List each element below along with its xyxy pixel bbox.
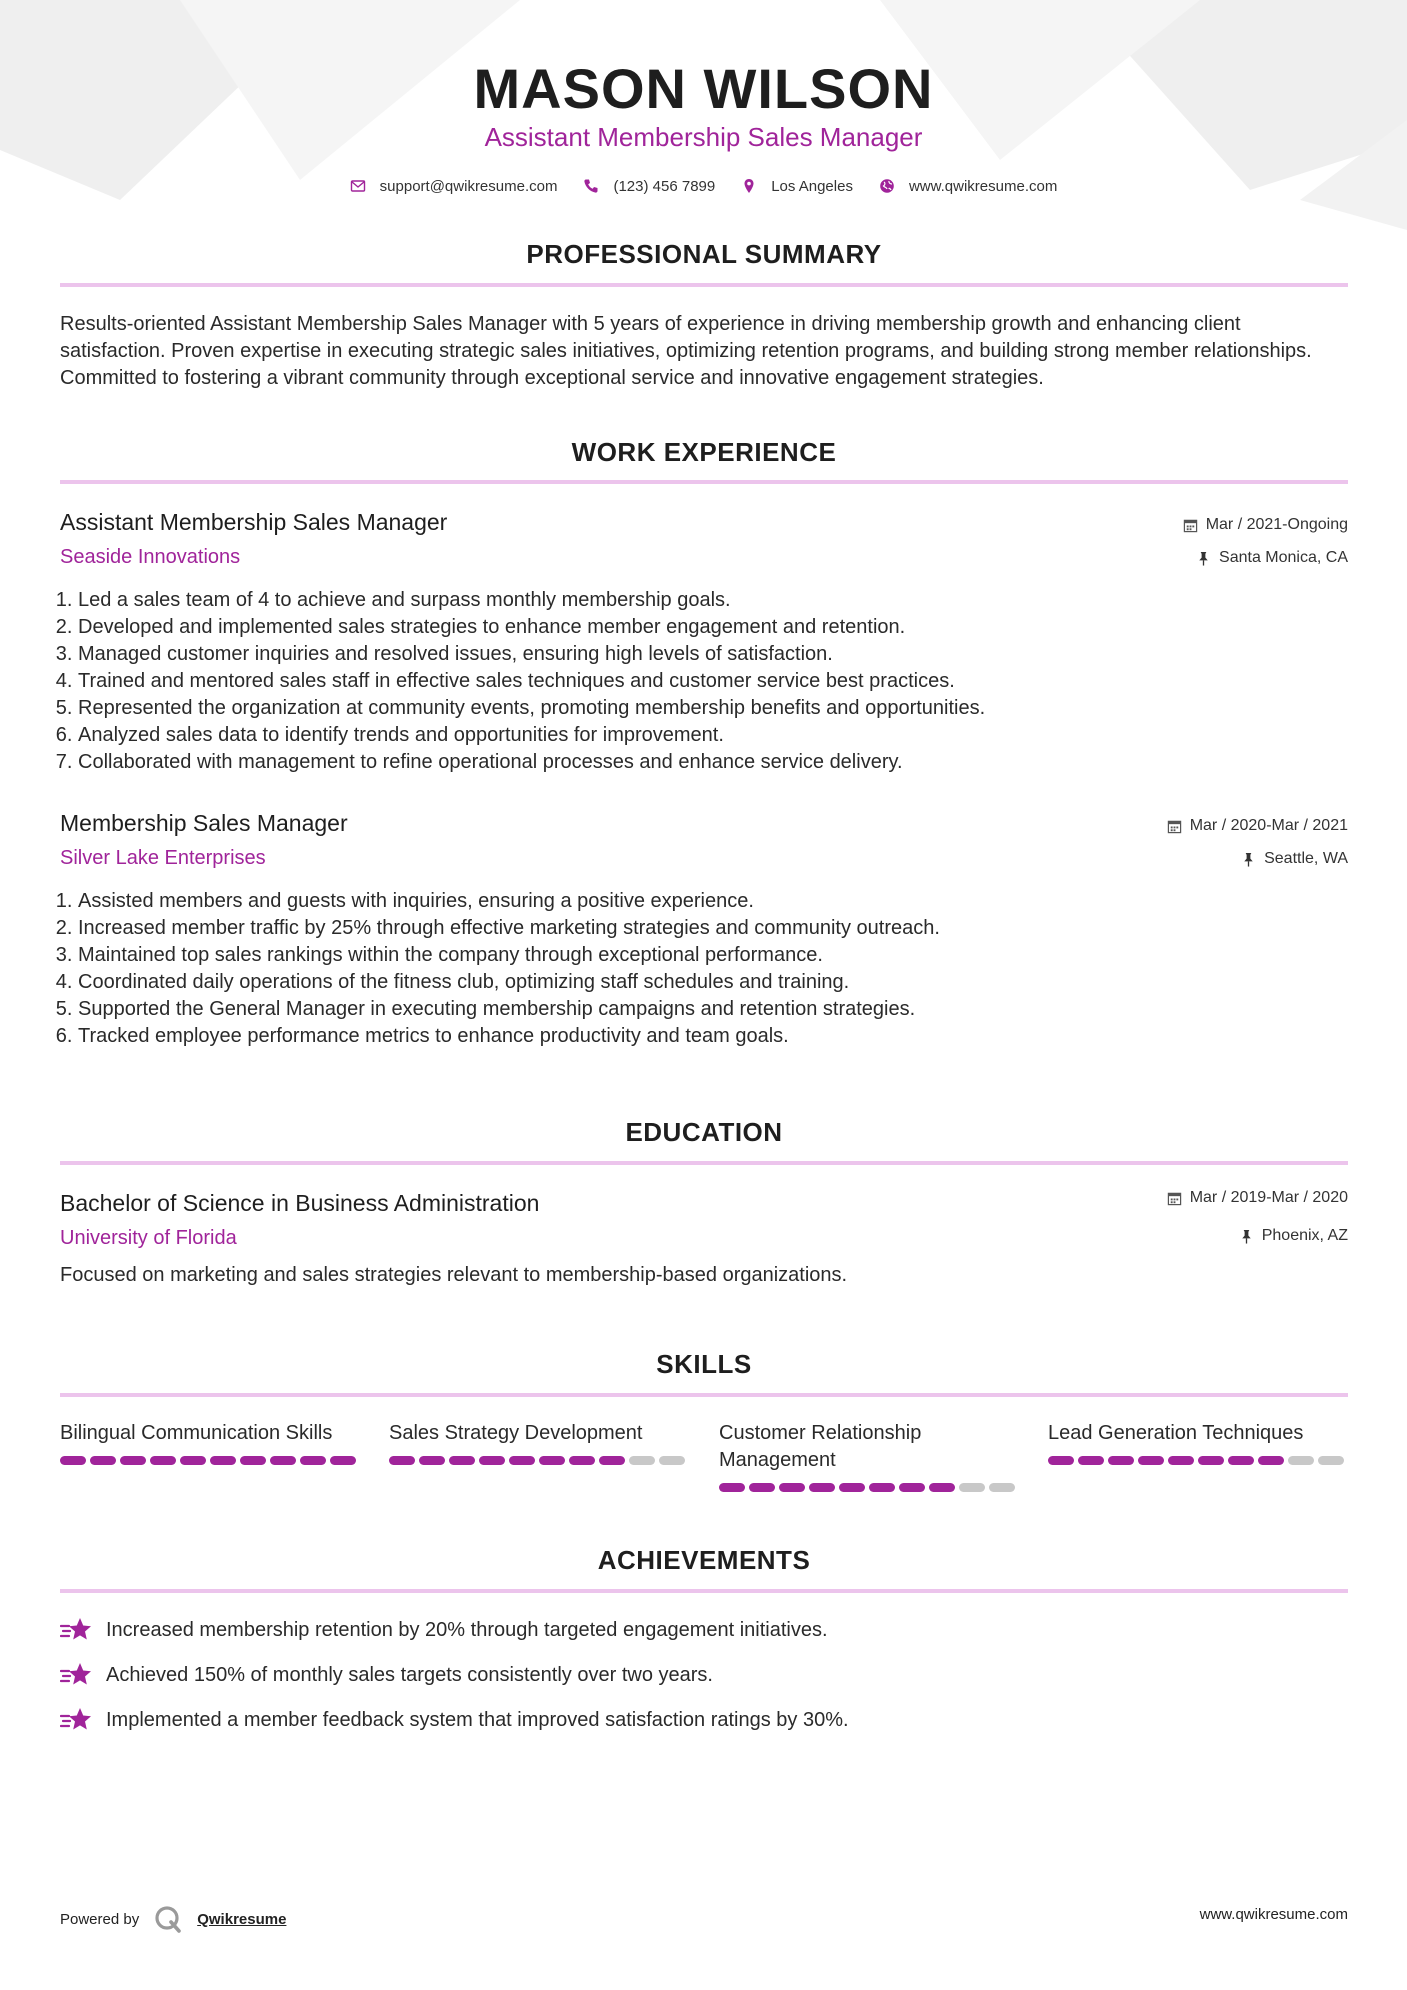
section-divider [60,283,1348,287]
location-text: Phoenix, AZ [1261,1227,1348,1244]
achievement-item [60,1615,828,1645]
skill-level-bar [719,1483,1019,1492]
experience-heading: WORK EXPERIENCE [571,437,837,467]
location-text: Seattle, WA [1264,850,1348,867]
achievement-item [60,1660,713,1690]
skill-level-bar [1048,1456,1348,1465]
skill-level-dash-filled [1138,1456,1164,1465]
job-title: Membership Sales Manager [60,810,348,836]
skill-level-dash-filled [809,1483,835,1492]
list-item: 6. Analyzed sales data to identify trends and opportunities for improvement. [78,722,1338,749]
skill-level-dash-filled [869,1483,895,1492]
calendar-icon [1167,1191,1182,1206]
job-dates [1183,516,1348,534]
degree-title: Bachelor of Science in Business Administration [60,1190,540,1216]
calendar-icon [1183,518,1198,533]
qwikresume-logo-icon [153,1904,183,1934]
contact-email[interactable] [350,178,558,195]
list-item: 6. Tracked employee performance metrics to enhance productivity and team goals. [78,1023,1338,1050]
skill-level-dash-empty [659,1456,685,1465]
list-item: 2. Increased member traffic by 25% through effective marketing strategies and community outreach. [78,915,1338,942]
job-location [1196,549,1348,567]
skill-level-dash-empty [989,1483,1015,1492]
list-item: 2. Developed and implemented sales strategies to enhance member engagement and retention. [78,614,1338,641]
skill-level-dash-filled [120,1456,146,1465]
company-name: Silver Lake Enterprises [60,847,266,869]
skill-item [1048,1420,1348,1465]
job-title: Assistant Membership Sales Manager [60,509,448,535]
job-location [1241,850,1348,868]
skill-level-dash-filled [479,1456,505,1465]
skill-level-dash-filled [1078,1456,1104,1465]
skill-level-dash-filled [1168,1456,1194,1465]
skill-level-dash-filled [719,1483,745,1492]
skill-level-dash-filled [1108,1456,1134,1465]
list-item: 5. Supported the General Manager in executing membership campaigns and retention strategies. [78,996,1338,1023]
phone-icon [583,178,599,194]
education-dates [1167,1189,1348,1207]
skill-level-dash-filled [1258,1456,1284,1465]
calendar-icon [1167,819,1182,834]
contact-location [741,178,853,195]
job-dates [1167,817,1348,835]
achievements-heading: ACHIEVEMENTS [597,1545,811,1575]
skill-level-dash-filled [929,1483,955,1492]
summary-text: Results-oriented Assistant Membership Sales Manager with 5 years of experience in driving membership growth and enhancing client satisfaction. Proven expertise in executing strategic sales initiatives, optimizing retention programs, and building strong member relationships. Committed to fostering a vibrant community through exceptional service and innovative engagement strategies. [60,313,1312,389]
skill-level-dash-empty [629,1456,655,1465]
skill-level-dash-empty [1288,1456,1314,1465]
section-divider [60,1393,1348,1397]
skill-level-dash-filled [509,1456,535,1465]
skill-level-dash-filled [1198,1456,1224,1465]
skill-level-dash-filled [60,1456,86,1465]
list-item: 1. Assisted members and guests with inquiries, ensuring a positive experience. [78,888,1338,915]
skill-level-dash-filled [599,1456,625,1465]
skill-level-dash-filled [899,1483,925,1492]
dates-text: Mar / 2020-Mar / 2021 [1189,817,1348,834]
skill-level-dash-filled [569,1456,595,1465]
dates-text: Mar / 2021-Ongoing [1205,516,1348,533]
candidate-title: Assistant Membership Sales Manager [484,122,923,152]
globe-icon [879,178,895,194]
footer-website-link[interactable]: www.qwikresume.com [1199,1906,1348,1923]
job-bullets [56,888,1338,1050]
list-item: 7. Collaborated with management to refine operational processes and enhance service delivery. [78,749,1338,776]
skill-level-bar [60,1456,360,1465]
education-heading: EDUCATION [625,1117,783,1147]
section-divider [60,1589,1348,1593]
location-text: Los Angeles [771,177,853,195]
skill-level-dash-filled [839,1483,865,1492]
skill-level-dash-filled [1228,1456,1254,1465]
candidate-name: MASON WILSON [473,57,934,120]
skill-name: Sales Strategy Development [389,1422,643,1444]
skill-name: Bilingual Communication Skills [60,1422,333,1444]
star-icon [60,1661,92,1689]
contact-website[interactable] [879,178,1057,195]
skill-item [60,1420,360,1465]
phone-text: (123) 456 7899 [613,177,716,195]
skill-level-dash-filled [150,1456,176,1465]
list-item: 1. Led a sales team of 4 to achieve and surpass monthly membership goals. [78,587,1338,614]
skill-level-dash-filled [300,1456,326,1465]
section-divider [60,480,1348,484]
list-item: 3. Maintained top sales rankings within the company through exceptional performance. [78,942,1338,969]
skill-level-dash-filled [749,1483,775,1492]
skill-name: Lead Generation Techniques [1048,1422,1304,1444]
list-item: 4. Trained and mentored sales staff in effective sales techniques and customer service best practices. [78,668,1338,695]
pushpin-icon [1241,852,1256,867]
job-bullets [56,587,1338,776]
section-divider [60,1161,1348,1165]
skill-level-dash-filled [419,1456,445,1465]
achievement-text: Achieved 150% of monthly sales targets consistently over two years. [106,1663,713,1686]
location-text: Santa Monica, CA [1219,549,1348,566]
envelope-icon [350,178,366,194]
list-item: 5. Represented the organization at community events, promoting membership benefits and opportunities. [78,695,1338,722]
powered-by [60,1904,286,1934]
dates-text: Mar / 2019-Mar / 2020 [1189,1189,1348,1206]
skill-name: Customer Relationship Management [719,1422,922,1471]
brand-link[interactable]: Qwikresume [197,1910,287,1928]
skills-heading: SKILLS [656,1349,752,1379]
powered-by-label: Powered by [60,1910,140,1928]
achievement-text: Implemented a member feedback system that improved satisfaction ratings by 30%. [106,1708,849,1731]
pushpin-icon [1239,1229,1254,1244]
website-text: www.qwikresume.com [908,177,1058,195]
achievement-text: Increased membership retention by 20% through targeted engagement initiatives. [106,1618,828,1641]
skill-item [389,1420,689,1465]
skill-level-dash-filled [330,1456,356,1465]
education-location [1239,1227,1348,1245]
list-item: 4. Coordinated daily operations of the fitness club, optimizing staff schedules and training. [78,969,1338,996]
school-name: University of Florida [60,1227,237,1249]
skill-level-dash-empty [959,1483,985,1492]
email-text: support@qwikresume.com [379,177,558,195]
skill-level-dash-filled [270,1456,296,1465]
pushpin-icon [1196,551,1211,566]
summary-heading: PROFESSIONAL SUMMARY [526,239,882,269]
skill-level-bar [389,1456,689,1465]
skill-level-dash-filled [389,1456,415,1465]
skill-level-dash-empty [1318,1456,1344,1465]
education-description: Focused on marketing and sales strategies relevant to membership-based organizations. [60,1264,848,1286]
skill-level-dash-filled [90,1456,116,1465]
contact-phone[interactable] [583,178,715,195]
skill-level-dash-filled [539,1456,565,1465]
skill-level-dash-filled [449,1456,475,1465]
achievement-item [60,1705,849,1735]
skill-level-dash-filled [779,1483,805,1492]
contact-bar [0,174,1407,198]
list-item: 3. Managed customer inquiries and resolved issues, ensuring high levels of satisfaction. [78,641,1338,668]
map-pin-icon [741,178,757,194]
star-icon [60,1706,92,1734]
skill-level-dash-filled [210,1456,236,1465]
star-icon [60,1616,92,1644]
skill-item [719,1420,1019,1492]
skill-level-dash-filled [1048,1456,1074,1465]
skill-level-dash-filled [240,1456,266,1465]
company-name: Seaside Innovations [60,546,241,568]
skill-level-dash-filled [180,1456,206,1465]
